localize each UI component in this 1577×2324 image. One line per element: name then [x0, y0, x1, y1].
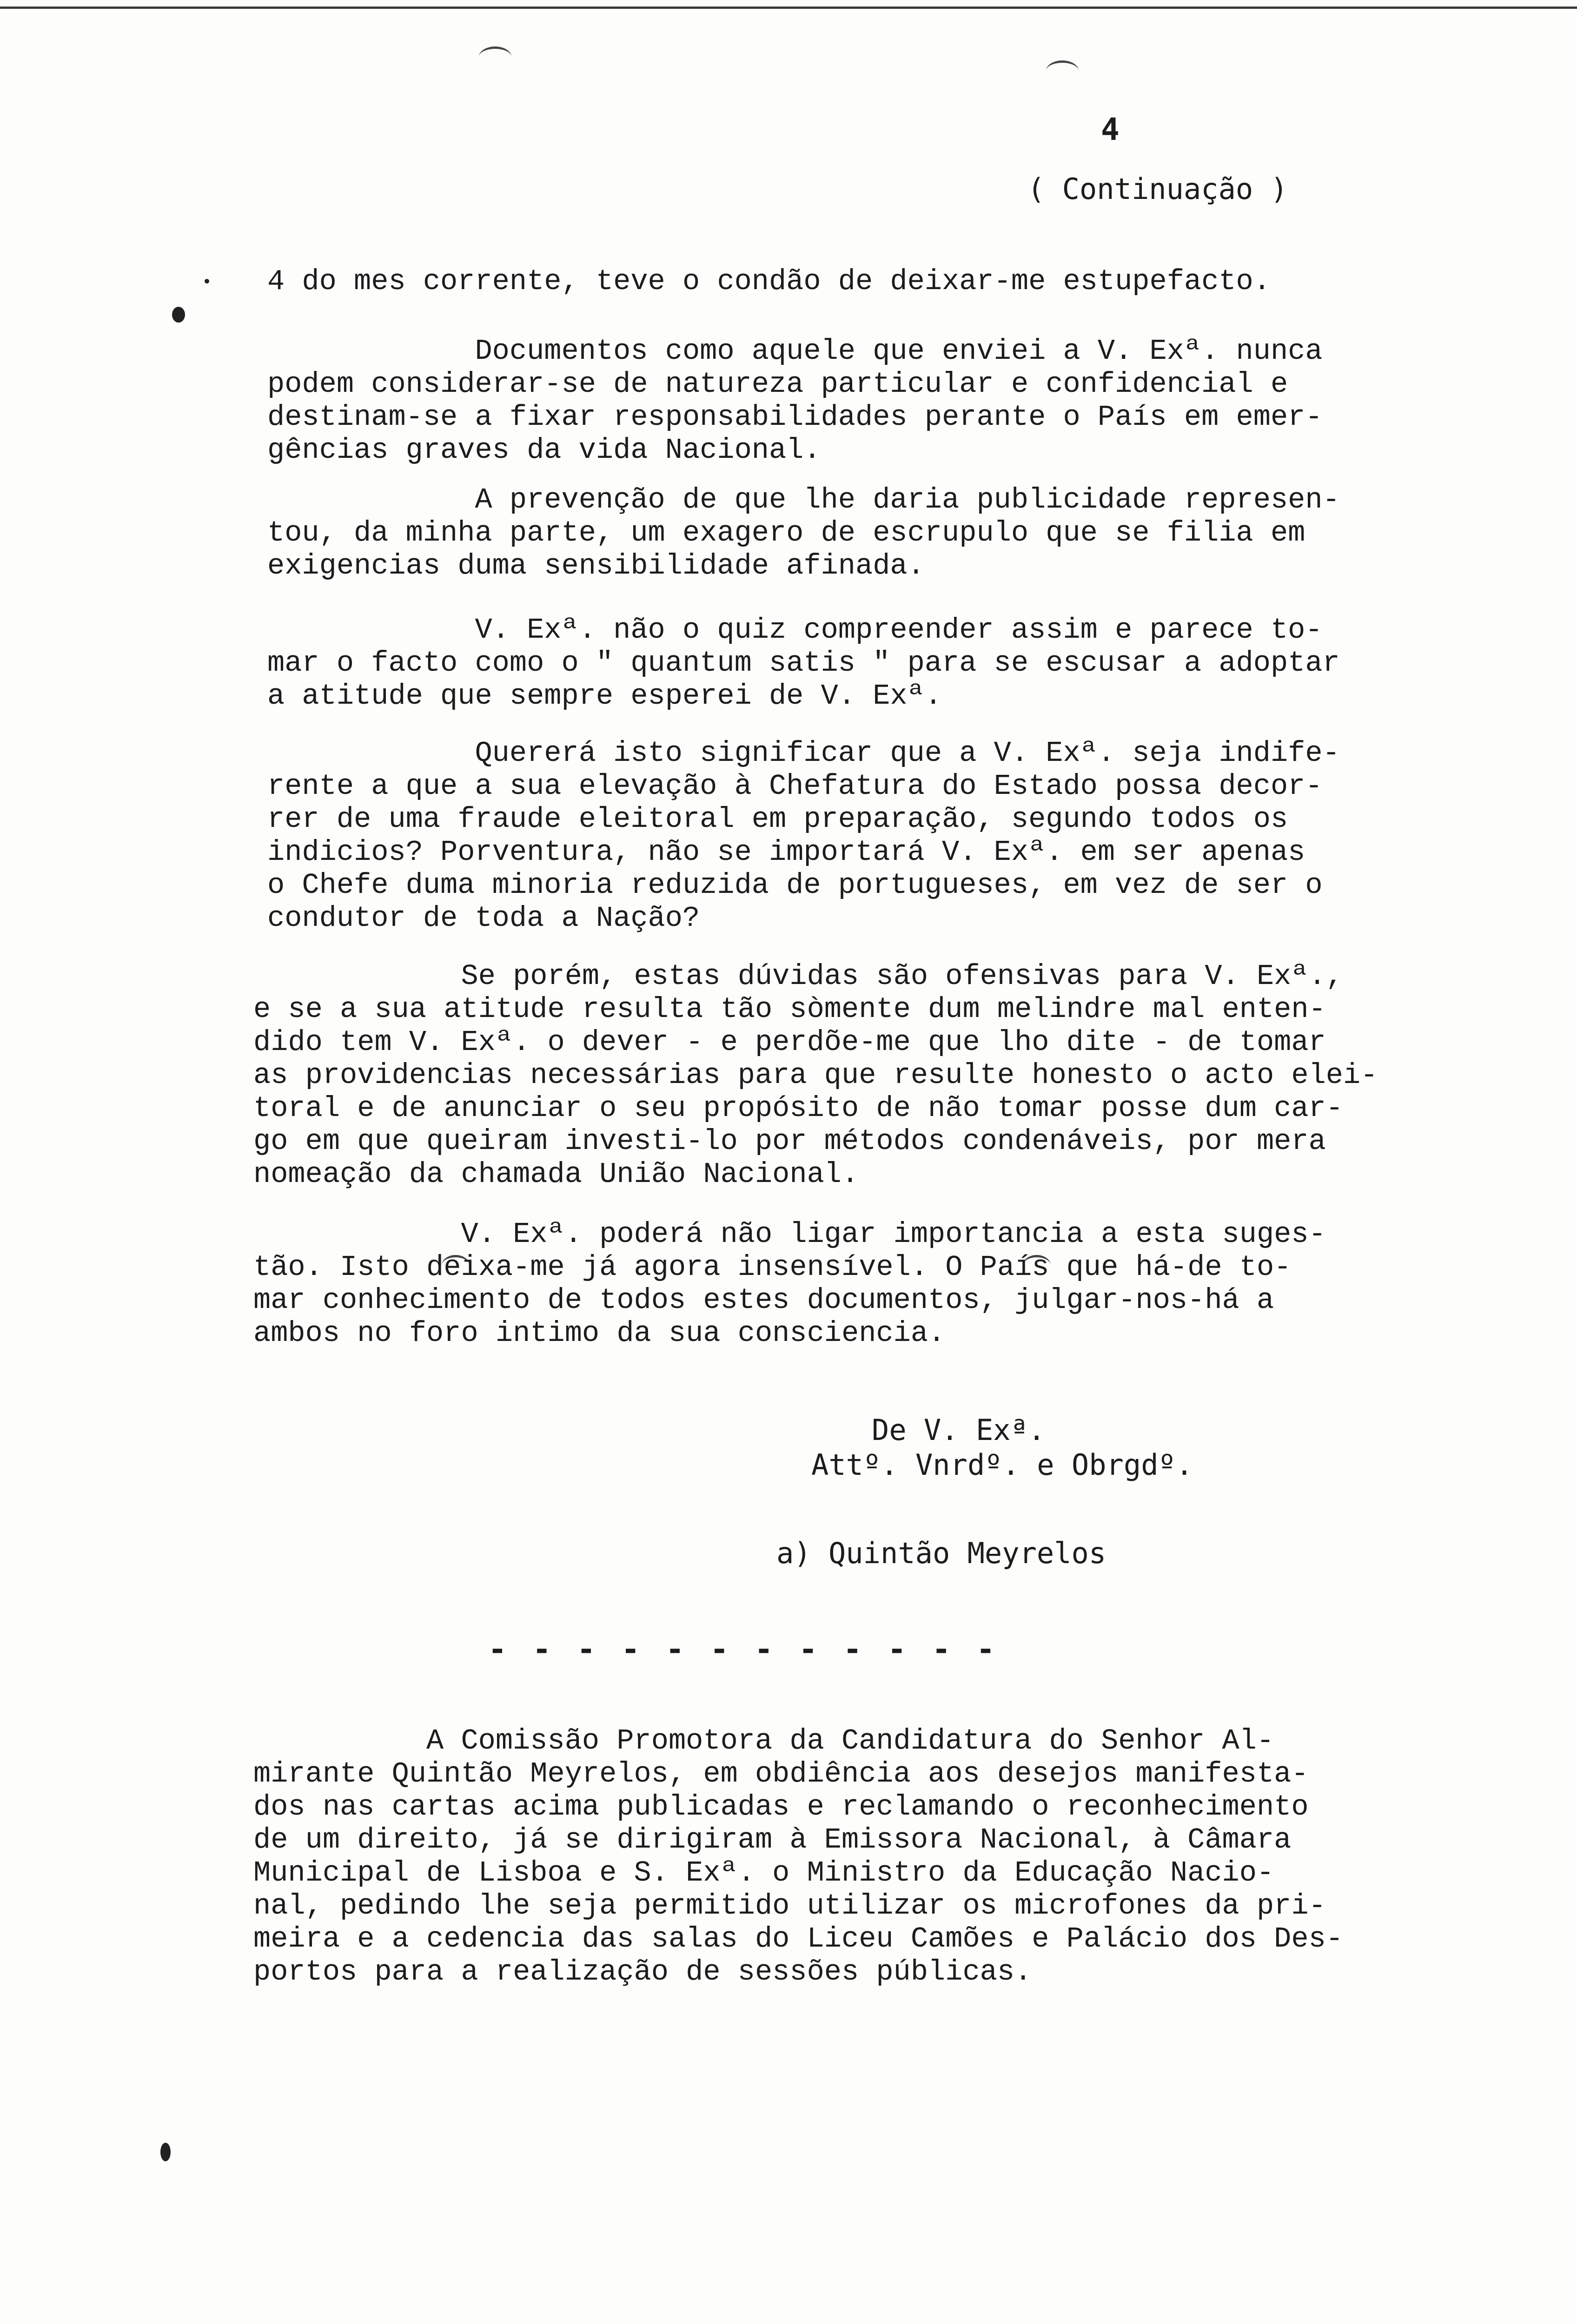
- ink-speck: [205, 279, 209, 284]
- letter-paragraph-4: V. Exª. não o quiz compreender assim e parece to- mar o facto como o " quantum satis " para se escusar a adoptar a atitude que sempre esperei de V. Exª.: [267, 614, 1340, 713]
- letter-paragraph-6: Se porém, estas dúvidas são ofensivas para V. Exª., e se a sua atitude resulta tão sòmente dum melindre mal enten- dido tem V. Exª. o dever - e perdõe-me que lho dite - de tomar as providencias necessárias para que resulte honesto o acto elei- toral e de anunciar o seu propósito de não tomar posse dum car- go em que queiram investi-lo por métodos condenáveis, por mera nomeação da chamada União Nacional.: [253, 960, 1378, 1191]
- page-number: 4: [1101, 112, 1120, 147]
- signature-name: a) Quintão Meyrelos: [776, 1536, 1107, 1570]
- letter-paragraph-3: A prevenção de que lhe daria publicidade represen- tou, da minha parte, um exagero de escrupulo que se filia em exigencias duma sensibilidade afinada.: [267, 483, 1340, 582]
- letter-paragraph-5: Quererá isto significar que a V. Exª. seja indife- rente a que a sua elevação à Chefatura do Estado possa decor- rer de uma fraude eleitoral em preparação, segundo todos os indicios? Porventura, não se importará V. Exª. em ser apenas o Chefe duma minoria reduzida de portugueses, em vez de ser o condutor de toda a Nação?: [267, 737, 1340, 935]
- closing-courtesy: Attº. Vnrdº. e Obrgdº.: [811, 1448, 1193, 1482]
- committee-note: A Comissão Promotora da Candidatura do Senhor Al- mirante Quintão Meyrelos, em obdiência aos desejos manifesta- dos nas cartas acima publicadas e reclamando o reconhecimento de um direito, já se dirigiram à Emissora Nacional, à Câmara Municipal de Lisboa e S. Exª. o Ministro da Educação Nacio- nal, pedindo lhe seja permitido utilizar os microfones da pri- meira e a cedencia das salas do Liceu Camões e Palácio dos Des- portos para a realização de sessões públicas.: [253, 1724, 1343, 1988]
- top-edge-line: [0, 7, 1577, 9]
- ink-speck: [172, 307, 185, 323]
- closing-salutation: De V. Exª.: [872, 1413, 1046, 1447]
- section-separator: - - - - - - - - - - - -: [488, 1631, 999, 1667]
- letter-paragraph-1: 4 do mes corrente, teve o condão de deixar-me estupefacto.: [267, 265, 1271, 298]
- letter-paragraph-2: Documentos como aquele que enviei a V. Exª. nunca podem considerar-se de natureza particular e confidencial e destinam-se a fixar responsabilidades perante o País em emer- gências graves da vida Nacional.: [267, 335, 1323, 467]
- continuation-label: ( Continuação ): [1027, 172, 1288, 206]
- punch-mark: [479, 46, 511, 67]
- letter-paragraph-7: V. Exª. poderá não ligar importancia a esta suges- tão. Isto deixa-me já agora insensível. O País que há-de to- mar conhecimento de todos estes documentos, julgar-nos-há a ambos no foro intimo da sua consciencia.: [253, 1218, 1326, 1350]
- punch-mark: [1046, 60, 1079, 81]
- ink-speck: [160, 2143, 171, 2161]
